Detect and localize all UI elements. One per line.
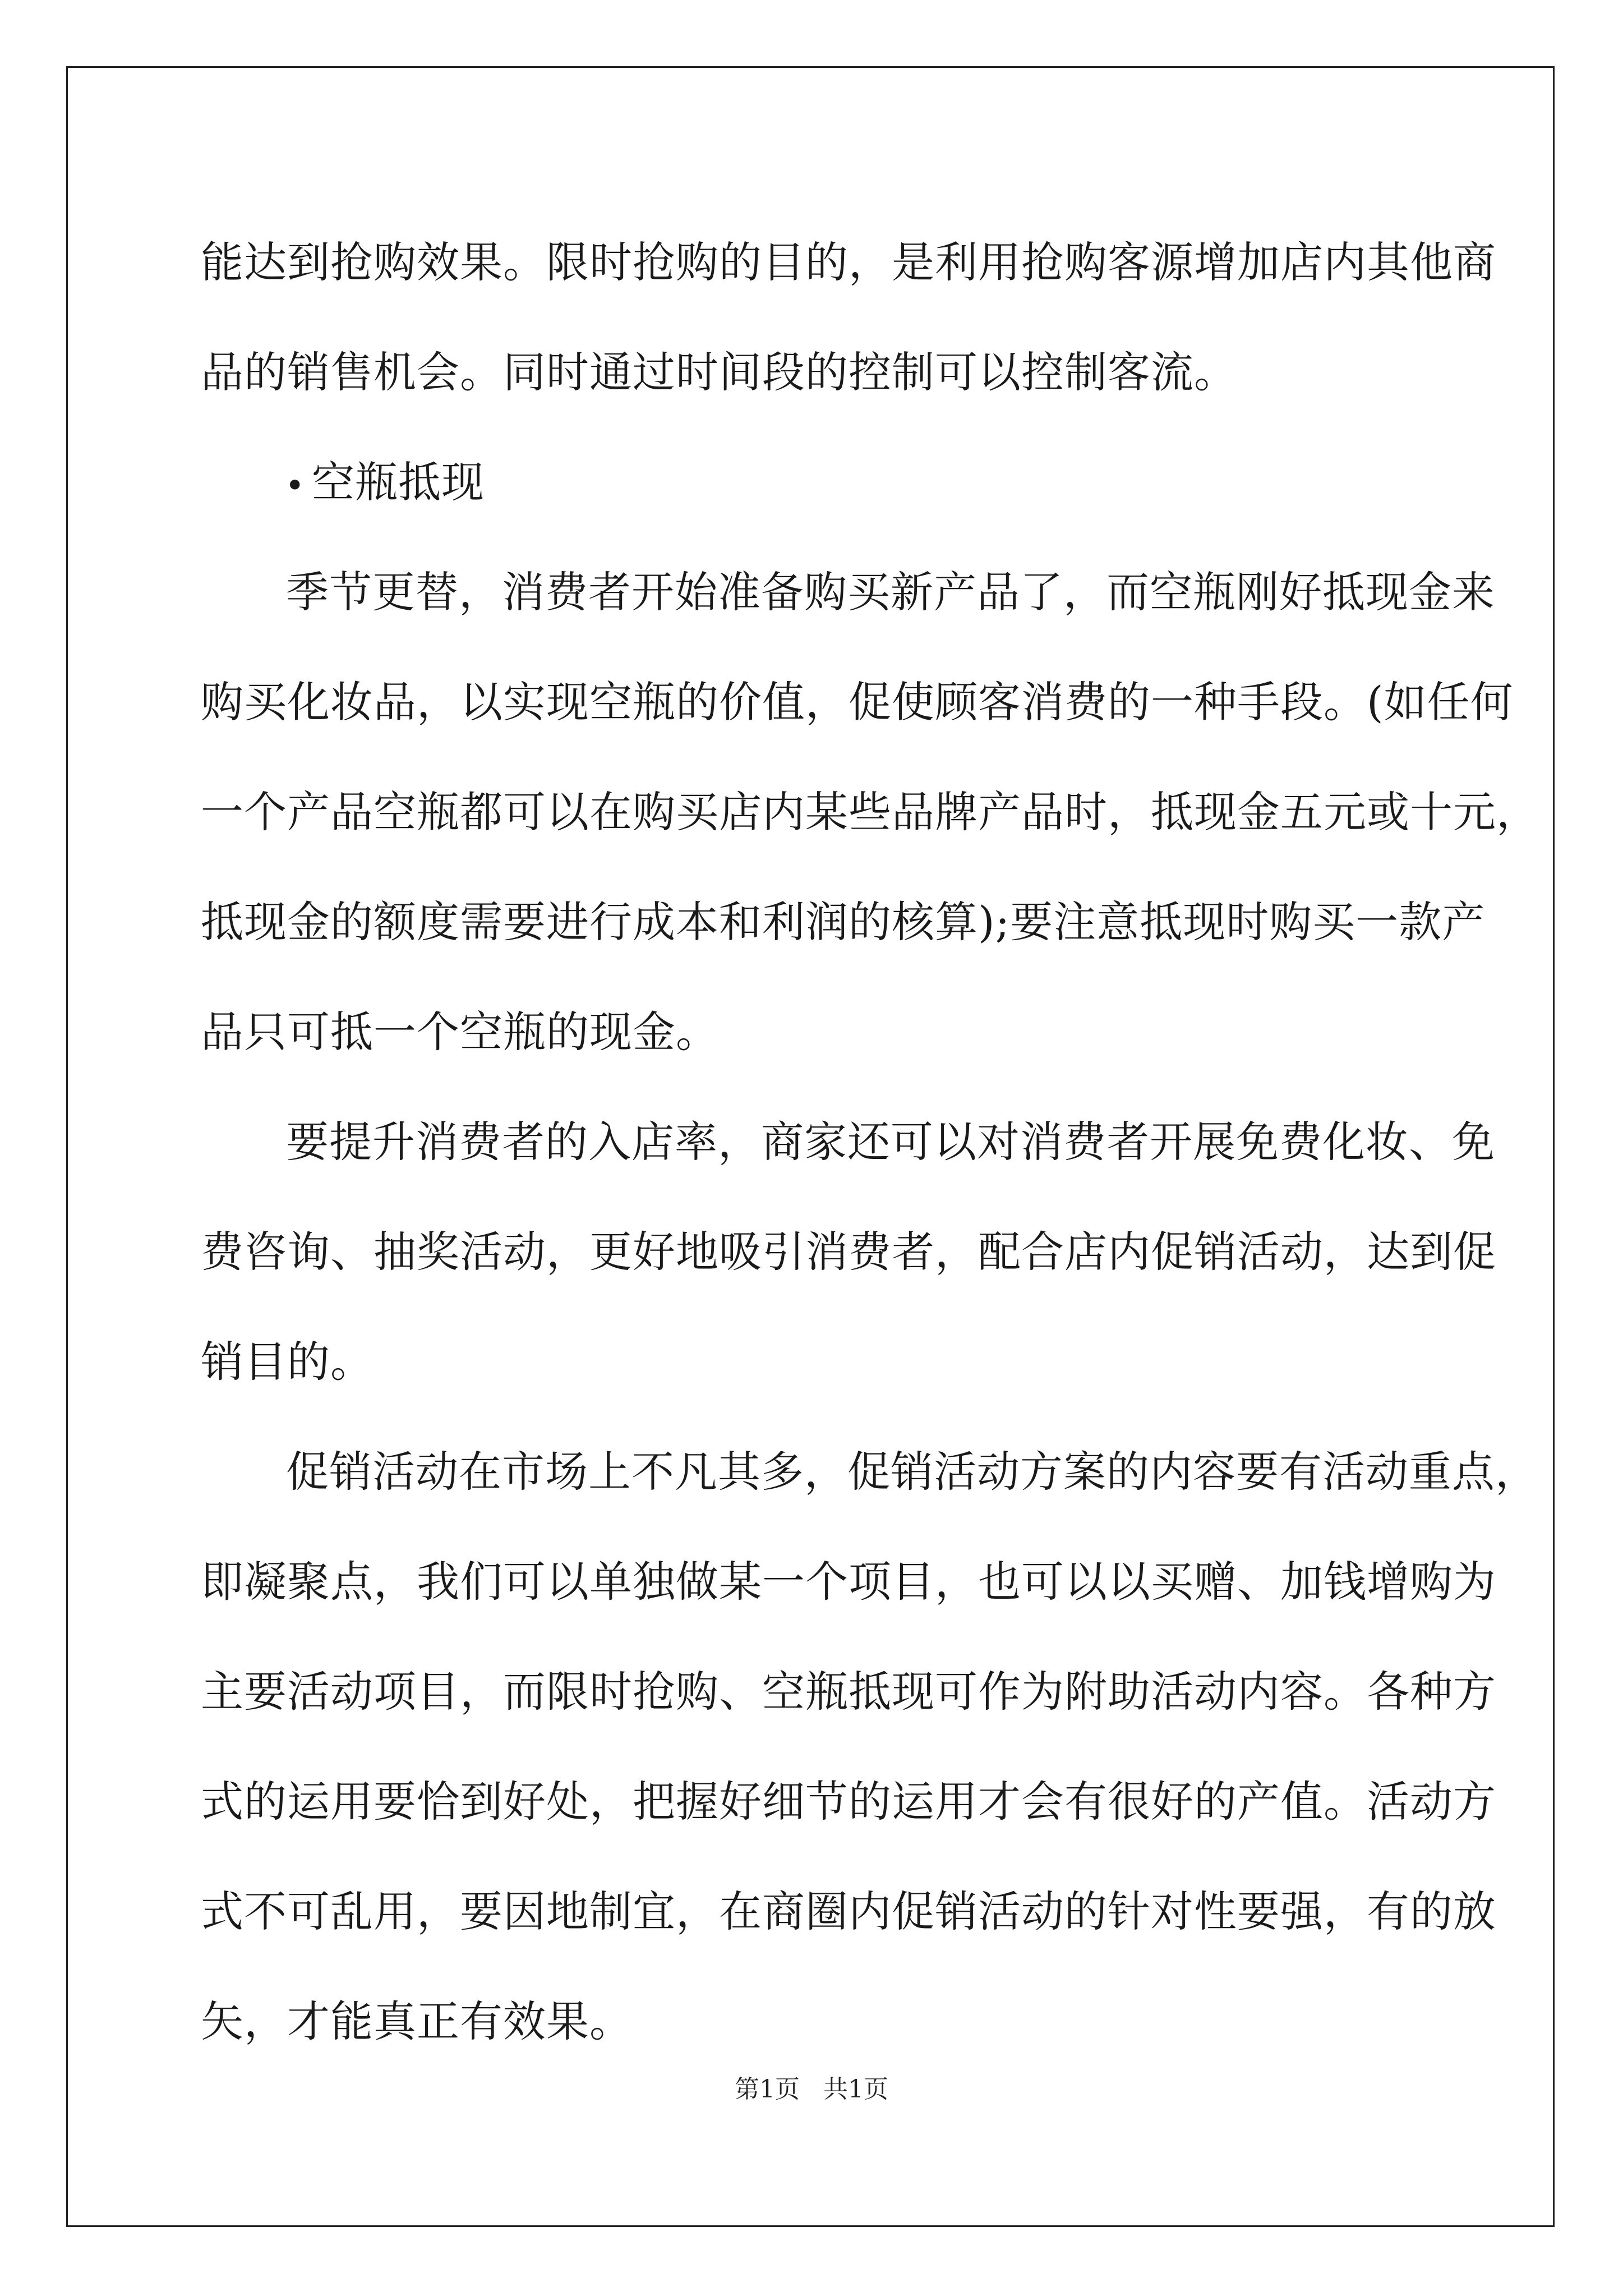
paragraph-store-entry [201,1087,1496,1417]
paragraph-promotion-focus [201,1417,1538,2077]
text-line: 品的销售机会。同时通过时间段的控制可以控制客流。 [201,347,1237,397]
text-line: 即凝聚点，我们可以单独做某一个项目，也可以以买赠、加钱增购为 [201,1557,1496,1607]
text-line: 季节更替，消费者开始准备购买新产品了，而空瓶刚好抵现金来 [286,567,1495,617]
text-line: 要提升消费者的入店率，商家还可以对消费者开展免费化妆、免 [286,1117,1495,1167]
page-number-footer: 第1页 共1页 [735,2075,888,2104]
text-line: 品只可抵一个空瓶的现金。 [201,1007,719,1057]
bullet-marker: • [285,466,306,505]
text-line: 抵现金的额度需要进行成本和利润的核算);要注意抵现时购买一款产 [201,897,1486,947]
text-line: 销目的。 [201,1337,374,1387]
bullet-heading [201,427,1435,537]
paragraph-empty-bottle [201,537,1539,1087]
text-line: 能达到抢购效果。限时抢购的目的，是利用抢购客源增加店内其他商 [201,237,1496,287]
text-line: 式不可乱用，要因地制宜，在商圈内促销活动的针对性要强，有的放 [201,1887,1496,1936]
text-line: 主要活动项目，而限时抢购、空瓶抵现可作为附助活动内容。各种方 [201,1667,1496,1717]
text-line: 一个产品空瓶都可以在购买店内某些品牌产品时，抵现金五元或十元， [201,787,1539,837]
text-line: 式的运用要恰到好处，把握好细节的运用才会有很好的产值。活动方 [201,1777,1496,1826]
text-line: 费咨询、抽奖活动，更好地吸引消费者，配合店内促销活动，达到促 [201,1227,1496,1277]
document-body [201,208,1539,2077]
text-line: 矢，才能真正有效果。 [201,1996,633,2046]
bullet-heading-text: 空瓶抵现 [312,457,485,507]
text-line: 购买化妆品，以实现空瓶的价值，促使顾客消费的一种手段。(如任何 [201,677,1514,727]
text-line: 促销活动在市场上不凡其多，促销活动方案的内容要有活动重点， [286,1447,1538,1497]
